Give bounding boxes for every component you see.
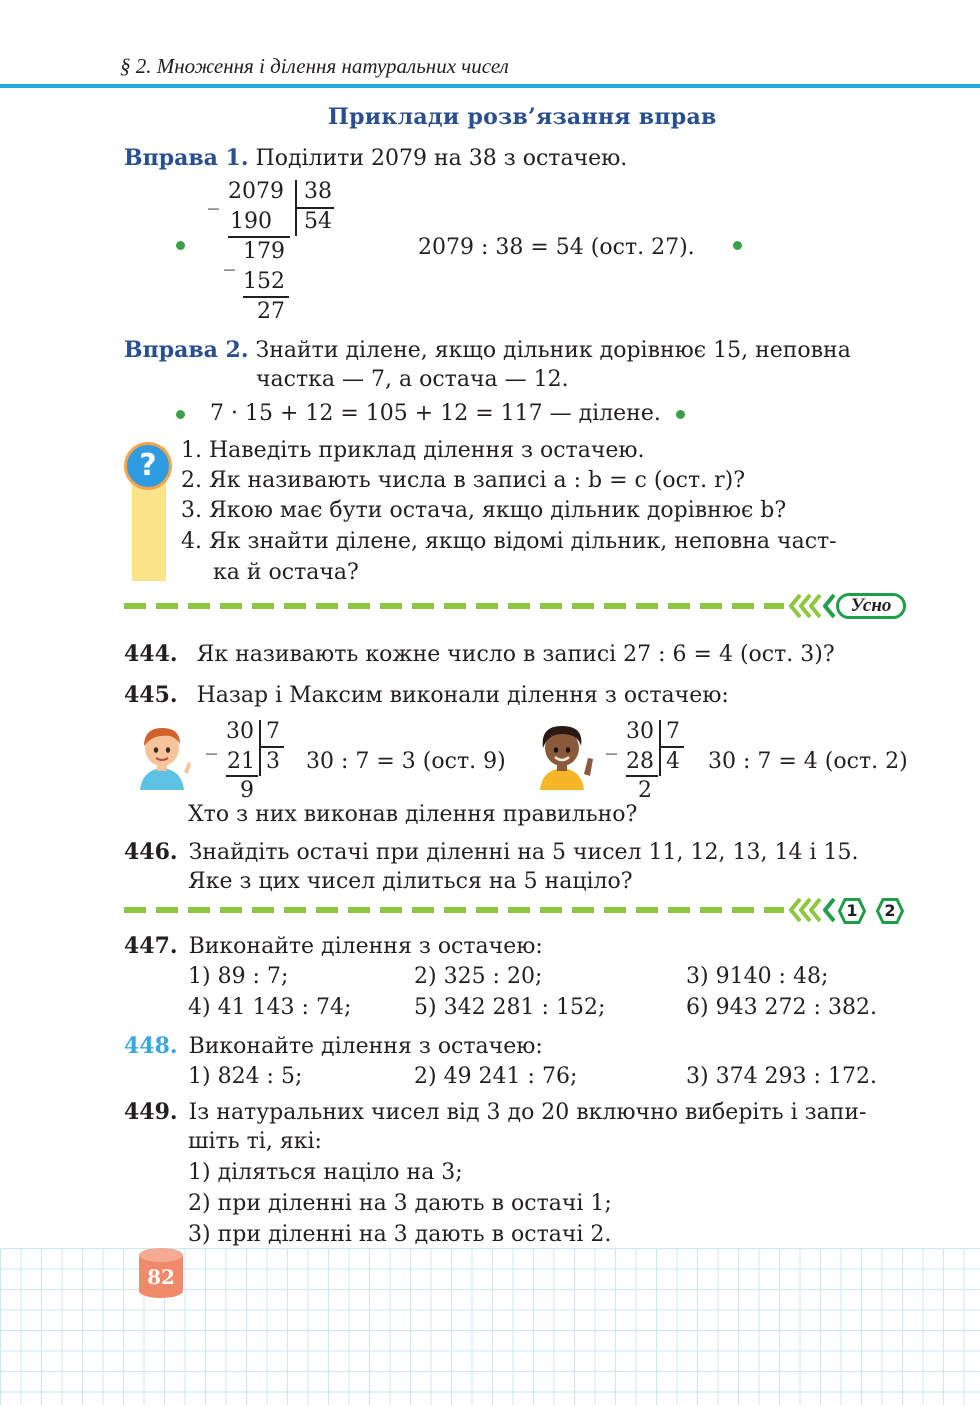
exercise-449-item-3: 3) при діленні на 3 дають в остачі 2.: [188, 1222, 612, 1247]
question-4-continued: ка й остача?: [213, 560, 359, 585]
exercise-number: 448.: [124, 1033, 178, 1059]
ld-left-sub: 21: [227, 749, 255, 774]
exercise-446: [124, 837, 858, 868]
ld-right-vertical-bar: [659, 720, 661, 776]
exercise-448-item-1: 1) 824 : 5;: [188, 1064, 303, 1089]
exercise-449-line2: шіть ті, які:: [188, 1129, 322, 1154]
ld1-divisor: 38: [304, 179, 332, 204]
ld-left-dividend: 30: [226, 719, 254, 744]
exercise-447: [124, 931, 543, 962]
exercise-447-item-2: 2) 325 : 20;: [414, 964, 543, 989]
question-1: 1. Наведіть приклад ділення з остачею.: [181, 438, 645, 463]
exercise-445-question: Хто з них виконав ділення правильно?: [188, 802, 638, 827]
boy-avatar: [530, 722, 596, 790]
ld1-sub2: 152: [243, 269, 285, 294]
ld-right-sub: 28: [626, 749, 654, 774]
exercise-447-item-1: 1) 89 : 7;: [188, 964, 289, 989]
exercise-text: Як називають кожне число в записі 27 : 6 = 4 (ост. 3)?: [196, 642, 835, 667]
ld1-quotient: 54: [304, 209, 332, 234]
page-number: 82: [147, 1265, 175, 1289]
bullet-dot: [176, 410, 185, 419]
bullet-dot: [733, 241, 742, 250]
example1-statement: [124, 143, 627, 174]
page-number-badge: [138, 1247, 184, 1299]
example2-text-line2: частка — 7, а остача — 12.: [256, 367, 569, 392]
ld-left-vertical-bar: [259, 720, 261, 776]
level-badge-1: [838, 898, 866, 924]
exercise-text: Назар і Максим виконали ділення з остачею:: [196, 683, 729, 708]
exercise-448-item-2: 2) 49 241 : 76;: [414, 1064, 578, 1089]
ld-left-minus: _: [206, 730, 217, 755]
exercise-text: Знайдіть остачі при діленні на 5 чисел 11, 12, 13, 14 і 15.: [188, 840, 859, 865]
header-rule: [0, 84, 980, 88]
question-2: 2. Як називають числа в записі a : b = c (ост. r)?: [181, 468, 746, 493]
bullet-dot: [676, 410, 685, 419]
level-badge-2-label: 2: [884, 901, 896, 920]
ld1-minus2: _: [224, 246, 235, 271]
exercise-number: 449.: [124, 1099, 178, 1125]
question-4: 4. Як знайти ділене, якщо відомі дільник, неповна част-: [181, 529, 837, 554]
ld-right-dividend: 30: [626, 719, 654, 744]
exercise-447-item-6: 6) 943 272 : 382.: [686, 995, 877, 1020]
ld-left-divisor: 7: [266, 719, 280, 744]
oral-divider: [124, 603, 784, 609]
example1-text: Поділити 2079 на 38 з остачею.: [255, 146, 628, 171]
exercise-444: [124, 639, 835, 670]
exercise-448: [124, 1031, 543, 1062]
level-badge-2: [876, 898, 904, 924]
exercise-449-item-1: 1) діляться націло на 3;: [188, 1160, 463, 1185]
running-title: § 2. Множення і ділення натуральних чисел: [120, 54, 509, 78]
exercise-number: 447.: [124, 933, 178, 959]
question-3: 3. Якою має бути остача, якщо дільник дорівнює b?: [181, 498, 787, 523]
exercise-445: [124, 680, 729, 711]
ld1-sub1: 190: [230, 209, 272, 234]
example2-text-line1: Знайти ділене, якщо дільник дорівнює 15, неповна: [255, 338, 851, 363]
ld1-remainder: 27: [257, 299, 285, 324]
exercise-446-line2: Яке з цих чисел ділиться на 5 націло?: [188, 869, 633, 894]
ld-left-quotient: 3: [266, 749, 280, 774]
exercise-448-item-3: 3) 374 293 : 172.: [686, 1064, 877, 1089]
ld1-dividend: 2079: [228, 179, 284, 204]
ld-right-record: 30 : 7 = 4 (ост. 2): [708, 749, 908, 774]
level-divider: [124, 907, 784, 913]
ld-right-divisor: 7: [666, 719, 680, 744]
exercise-text: Виконайте ділення з остачею:: [188, 934, 543, 959]
oral-badge: Усно: [836, 593, 906, 619]
exercise-number: 444.: [124, 641, 178, 667]
boy-avatar: [130, 722, 194, 790]
example2-statement: [124, 335, 851, 366]
chevrons-icon: [788, 591, 838, 621]
ld-right-quotient: 4: [666, 749, 680, 774]
exercise-text: Виконайте ділення з остачею:: [188, 1034, 543, 1059]
example1-label: Вправа 1.: [124, 145, 249, 171]
exercise-text: Із натуральних чисел від 3 до 20 включно виберіть і запи-: [188, 1100, 867, 1125]
example2-solution: 7 · 15 + 12 = 105 + 12 = 117 — ділене.: [210, 401, 661, 426]
bullet-dot: [176, 241, 185, 250]
exercise-449: [124, 1097, 866, 1128]
chevrons-icon: [788, 895, 838, 925]
example2-label: Вправа 2.: [124, 337, 249, 363]
exercise-449-item-2: 2) при діленні на 3 дають в остачі 1;: [188, 1191, 612, 1216]
section-title: Приклади розв’язання вправ: [328, 104, 717, 130]
example1-result: 2079 : 38 = 54 (ост. 27).: [418, 235, 695, 260]
ld-left-remainder: 9: [240, 778, 254, 803]
level-badge-1-label: 1: [846, 901, 858, 920]
exercise-447-item-4: 4) 41 143 : 74;: [188, 995, 352, 1020]
ld-left-record: 30 : 7 = 3 (ост. 9): [306, 749, 506, 774]
question-icon: ?: [124, 442, 172, 490]
ld-right-remainder: 2: [638, 778, 652, 803]
ld1-minus1: _: [208, 185, 219, 210]
exercise-number: 446.: [124, 839, 178, 865]
exercise-447-item-3: 3) 9140 : 48;: [686, 964, 829, 989]
exercise-447-item-5: 5) 342 281 : 152;: [414, 995, 606, 1020]
ld1-rem1: 179: [243, 239, 285, 264]
ld-right-minus: _: [606, 730, 617, 755]
exercise-number: 445.: [124, 682, 178, 708]
